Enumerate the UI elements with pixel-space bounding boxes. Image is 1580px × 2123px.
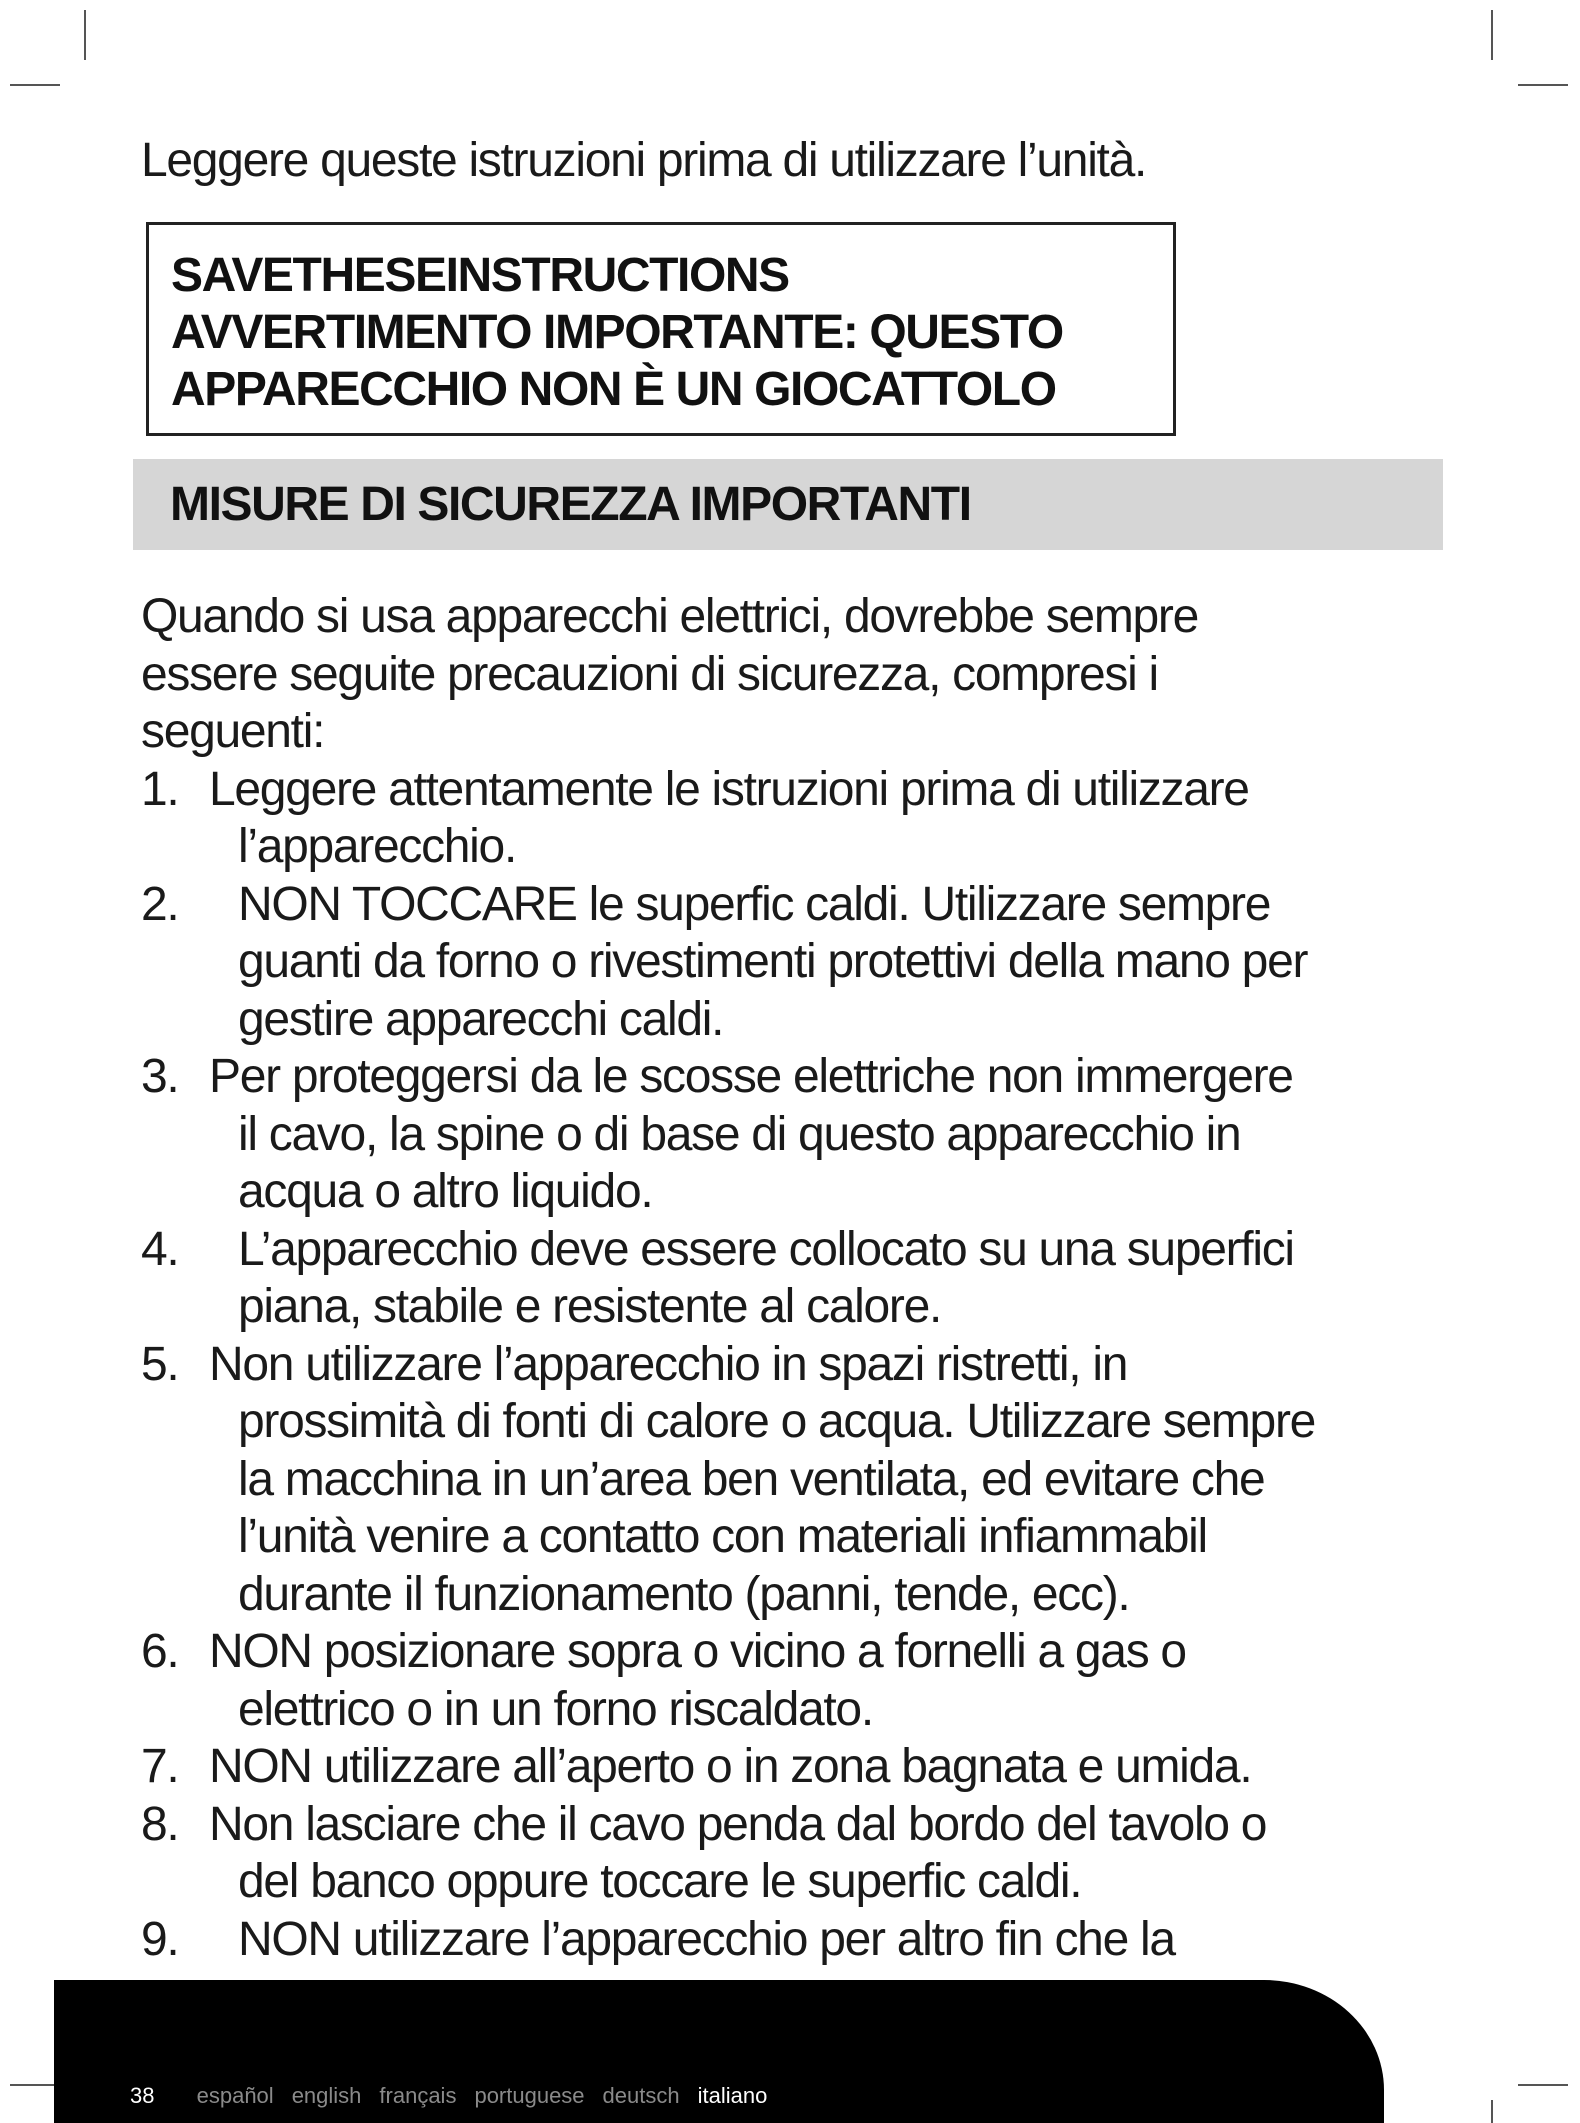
crop-mark <box>10 84 60 86</box>
list-item-line: del banco oppure toccare le superfic caldi. <box>238 1855 1082 1908</box>
list-item-number: 5. <box>141 1337 179 1391</box>
list-item-line: gestire apparecchi caldi. <box>238 992 724 1046</box>
lead-line: essere seguite precauzioni di sicurezza, compresi i <box>141 647 1158 701</box>
list-item-text <box>141 1221 1441 1336</box>
list-item-number: 1. <box>141 762 179 816</box>
list-item-text <box>141 761 1441 876</box>
crop-mark <box>84 10 86 60</box>
safety-text <box>141 588 1441 1968</box>
list-item-line: acqua o altro liquido. <box>238 1165 653 1218</box>
warning-line: AVVERTIMENTO IMPORTANTE: QUESTO <box>171 306 1063 359</box>
list-item <box>141 1048 1441 1221</box>
list-item-line: l’unità venire a contatto con materiali infiammabil <box>238 1510 1207 1563</box>
list-item <box>141 876 1441 1049</box>
intro-text: Leggere queste istruzioni prima di utilizzare l’unità. <box>141 134 1147 187</box>
list-item <box>141 1738 1441 1796</box>
warning-line: APPARECCHIO NON È UN GIOCATTOLO <box>171 363 1056 416</box>
language-link-5[interactable]: italiano <box>697 2083 768 2108</box>
list-item-number: 9. <box>141 1912 179 1966</box>
list-item-line: NON utilizzare all’aperto o in zona bagnata e umida. <box>209 1740 1252 1793</box>
list-item-line: NON TOCCARE le superfic caldi. Utilizzare sempre <box>238 877 1271 931</box>
list-item <box>141 1911 1441 1969</box>
safety-list <box>141 761 1441 1969</box>
list-item <box>141 1796 1441 1911</box>
crop-mark <box>1518 84 1568 86</box>
list-item-line: la macchina in un’area ben ventilata, ed evitare che <box>238 1452 1265 1506</box>
crop-mark <box>1491 2100 1493 2123</box>
list-item-line: l’apparecchio. <box>238 820 516 873</box>
list-item-text <box>141 1796 1441 1911</box>
list-item-number: 2. <box>141 877 179 931</box>
crop-mark <box>10 2084 60 2086</box>
list-item-line: NON posizionare sopra o vicino a fornelli a gas o <box>209 1625 1186 1678</box>
list-item-text <box>141 1911 1441 1969</box>
list-item <box>141 1623 1441 1738</box>
list-item-number: 8. <box>141 1797 179 1851</box>
list-item <box>141 1336 1441 1624</box>
section-title: MISURE DI SICUREZZA IMPORTANTI <box>170 478 971 531</box>
list-item-line: il cavo, la spine o di base di questo apparecchio in <box>238 1107 1241 1161</box>
list-item-number: 7. <box>141 1740 179 1793</box>
list-item-line: Per proteggersi da le scosse elettriche non immergere <box>209 1050 1293 1103</box>
lead-line: Quando si usa apparecchi elettrici, dovrebbe sempre <box>141 590 1198 643</box>
language-link-1[interactable]: english <box>291 2083 362 2108</box>
language-bar <box>130 2083 785 2109</box>
language-link-2[interactable]: français <box>379 2083 457 2108</box>
list-item-text <box>141 1336 1441 1624</box>
language-link-4[interactable]: deutsch <box>602 2083 680 2108</box>
section-header <box>133 459 1443 550</box>
page-number: 38 <box>130 2083 155 2108</box>
list-item-line: Leggere attentamente le istruzioni prima di utilizzare <box>209 762 1249 816</box>
list-item-line: L’apparecchio deve essere collocato su una superfici <box>238 1222 1294 1276</box>
list-item-text <box>141 1048 1441 1221</box>
list-item-line: Non lasciare che il cavo penda dal bordo del tavolo o <box>209 1797 1267 1851</box>
list-item <box>141 761 1441 876</box>
warning-box <box>146 222 1176 436</box>
language-link-0[interactable]: español <box>196 2083 274 2108</box>
list-item-line: guanti da forno o rivestimenti protettivi della mano per <box>238 935 1308 988</box>
footer-bar <box>54 1980 1384 2123</box>
list-item-number: 3. <box>141 1050 179 1103</box>
list-item-text <box>141 1738 1441 1796</box>
lead-line: seguenti: <box>141 705 325 758</box>
list-item <box>141 1221 1441 1336</box>
list-item-line: NON utilizzare l’apparecchio per altro fin che la <box>238 1912 1175 1966</box>
list-item-text <box>141 1623 1441 1738</box>
crop-mark <box>1518 2084 1568 2086</box>
list-item-number: 6. <box>141 1625 179 1678</box>
warning-line: SAVETHESEINSTRUCTIONS <box>171 249 789 302</box>
list-item-text <box>141 876 1441 1049</box>
language-link-3[interactable]: portuguese <box>474 2083 585 2108</box>
list-item-line: durante il funzionamento (panni, tende, ecc). <box>238 1567 1130 1621</box>
list-item-line: piana, stabile e resistente al calore. <box>238 1280 942 1333</box>
list-item-line: elettrico o in un forno riscaldato. <box>238 1682 873 1736</box>
list-item-number: 4. <box>141 1222 179 1276</box>
list-item-line: Non utilizzare l’apparecchio in spazi ristretti, in <box>209 1337 1128 1391</box>
list-item-line: prossimità di fonti di calore o acqua. Utilizzare sempre <box>238 1395 1316 1448</box>
crop-mark <box>1491 10 1493 60</box>
